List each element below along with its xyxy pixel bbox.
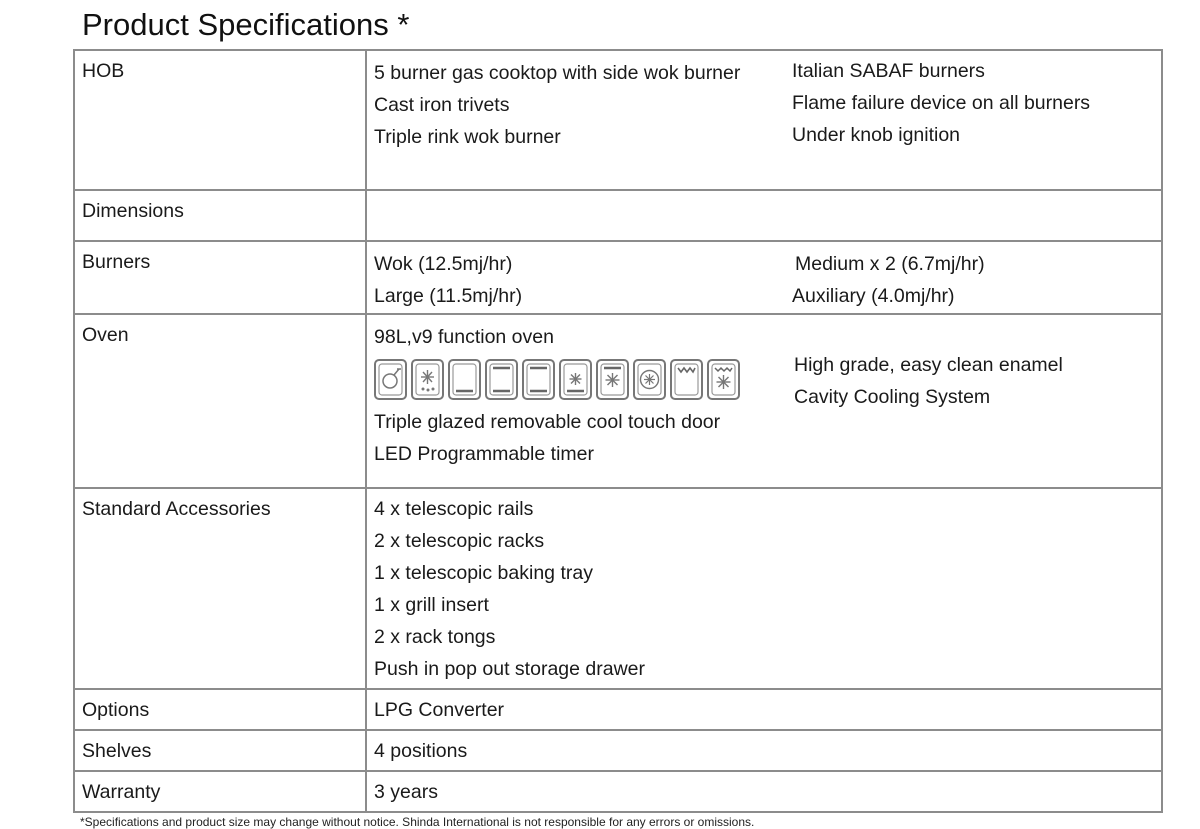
- burner-spec: Large (11.5mj/hr): [374, 285, 523, 307]
- table-row-hob: [74, 50, 1162, 190]
- fan-forced-icon: [596, 359, 629, 400]
- hob-feature: Italian SABAF burners: [792, 60, 985, 82]
- top-bottom-heat-icon: [485, 359, 518, 400]
- row-label-hob: HOB: [82, 60, 125, 82]
- bottom-heat-alt-icon: [522, 359, 555, 400]
- dimensions-value: [366, 190, 1162, 241]
- hob-feature: Triple rink wok burner: [374, 126, 561, 148]
- accessory-item: 1 x grill insert: [374, 594, 489, 616]
- row-label-burners: Burners: [82, 251, 151, 273]
- hob-feature: 5 burner gas cooktop with side wok burner: [374, 62, 741, 84]
- fan-defrost-icon: [411, 359, 444, 400]
- oven-feature: High grade, easy clean enamel: [794, 354, 1063, 376]
- oven-feature: Cavity Cooling System: [794, 386, 991, 408]
- hob-feature: Cast iron trivets: [374, 94, 510, 116]
- disclaimer-footnote: *Specifications and product size may change without notice. Shinda International is not responsible for any errors or omissions.: [80, 815, 755, 829]
- oven-capacity: 98L,v9 function oven: [374, 326, 554, 348]
- hob-feature: Flame failure device on all burners: [792, 92, 1091, 114]
- table-row-dimensions: [74, 190, 1162, 241]
- fan-bottom-heat-icon: [559, 359, 592, 400]
- row-label-options: Options: [82, 699, 150, 721]
- row-label-accessories: Standard Accessories: [82, 498, 271, 520]
- grill-icon: [670, 359, 703, 400]
- accessory-item: 2 x telescopic racks: [374, 530, 545, 552]
- options-value: LPG Converter: [374, 699, 505, 721]
- row-label-oven: Oven: [82, 324, 129, 346]
- specifications-table: [73, 49, 1163, 813]
- page-title: Product Specifications *: [82, 7, 410, 42]
- bottom-heat-icon: [448, 359, 481, 400]
- shelves-value: 4 positions: [374, 740, 468, 762]
- hob-feature: Under knob ignition: [792, 124, 961, 146]
- table-row-warranty: [74, 771, 1162, 812]
- light-defrost-icon: [374, 359, 407, 400]
- table-row-shelves: [74, 730, 1162, 771]
- oven-feature: LED Programmable timer: [374, 443, 594, 465]
- row-label-shelves: Shelves: [82, 740, 152, 762]
- accessory-item: 2 x rack tongs: [374, 626, 496, 648]
- table-row-burners: [74, 241, 1162, 314]
- table-row-accessories: [74, 488, 1162, 689]
- row-label-warranty: Warranty: [82, 781, 161, 803]
- accessory-item: Push in pop out storage drawer: [374, 658, 646, 680]
- fan-grill-top-icon: [707, 359, 740, 400]
- burner-spec: Auxiliary (4.0mj/hr): [792, 285, 955, 307]
- burner-spec: Medium x 2 (6.7mj/hr): [795, 253, 985, 275]
- row-label-dimensions: Dimensions: [82, 200, 184, 222]
- accessory-item: 4 x telescopic rails: [374, 498, 534, 520]
- burner-spec: Wok (12.5mj/hr): [374, 253, 513, 275]
- oven-function-icons: [374, 359, 792, 400]
- table-row-options: [74, 689, 1162, 730]
- oven-feature: Triple glazed removable cool touch door: [374, 411, 721, 433]
- accessory-item: 1 x telescopic baking tray: [374, 562, 593, 584]
- fan-grill-icon: [633, 359, 666, 400]
- warranty-value: 3 years: [374, 781, 438, 803]
- table-row-oven: [74, 314, 1162, 488]
